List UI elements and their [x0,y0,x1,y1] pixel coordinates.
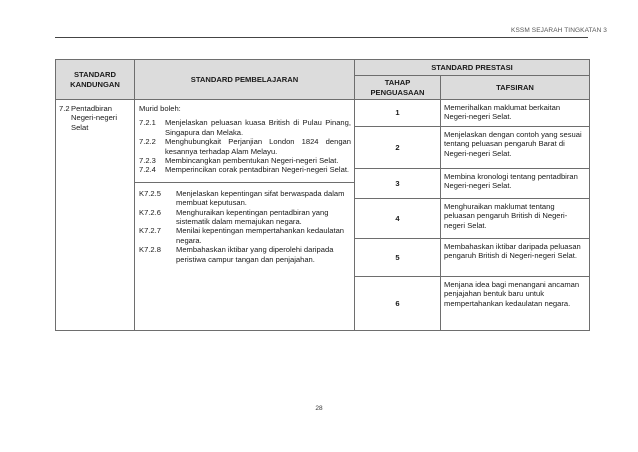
sp-k-item [139,226,351,245]
tafsiran-cell: Membina kronologi tentang pentadbiran Negeri-negeri Selat. [441,169,590,199]
tahap-cell: 6 [355,277,441,331]
sp-item-text: Menghubungkait Perjanjian London 1824 dengan kesannya terhadap Alam Melayu. [165,137,351,156]
header-standard-pembelajaran: STANDARD PEMBELAJARAN [135,60,355,100]
tahap-cell: 4 [355,199,441,239]
document-header-title: KSSM SEJARAH TINGKATAN 3 [511,27,607,34]
sk-title-line1: Pentadbiran [71,104,112,113]
standard-pembelajaran-cell [135,100,355,331]
curriculum-table [55,59,590,331]
sk-title-line2: Negeri-negeri [71,113,118,123]
sp-k-item-text: Membahaskan iktibar yang diperolehi daripada peristiwa campur tangan dan penjajahan. [176,245,334,264]
standard-kandungan-cell [56,100,135,331]
sk-title-line3: Selat [71,122,89,132]
tahap-cell: 1 [355,100,441,127]
sp-item-code: 7.2.3 [139,156,156,166]
sp-k-item-code: K7.2.8 [139,245,161,255]
tafsiran-cell: Menjelaskan dengan contoh yang sesuai tentang peluasan pengaruh Barat di Negeri-negeri Selat. [441,127,590,169]
tafsiran-cell: Menjana idea bagi menangani ancaman penjajahan bentuk baru untuk mempertahankan kedaulatan negara. [441,277,590,331]
tafsiran-cell: Menghuraikan maklumat tentang peluasan pengaruh British di Negeri-negeri Selat. [441,199,590,239]
sp-item-code: 7.2.4 [139,165,156,175]
sp-k-item [139,189,351,208]
sp-intro: Murid boleh: [139,104,181,113]
header-divider [55,37,588,38]
header-standard-kandungan-line2: KANDUNGAN [70,79,120,89]
sp-k-item-code: K7.2.5 [139,188,161,198]
sp-k-item-text: Menghuraikan kepentingan pentadbiran yang sistematik dalam memajukan negara. [176,207,329,227]
sp-item-code: 7.2.1 [139,118,156,128]
tafsiran-cell: Memerihalkan maklumat berkaitan Negeri-negeri Selat. [441,100,590,127]
header-standard-kandungan-line1: STANDARD [73,70,117,80]
sp-item-code: 7.2.2 [139,137,156,147]
tahap-cell: 5 [355,239,441,277]
sp-k-item-text: Menilai kepentingan mempertahankan kedaulatan negara. [176,226,345,245]
sp-item-text: Membincangkan pembentukan Negeri-negeri Selat. [165,156,339,166]
sp-item [139,118,351,137]
header-standard-prestasi: STANDARD PRESTASI [355,60,590,76]
sp-k-item-code: K7.2.7 [139,226,161,236]
sp-k-item-code: K7.2.6 [139,207,161,217]
standard-kandungan-title [71,104,117,132]
header-tahap-line1: TAHAP [384,78,411,88]
header-tafsiran: TAFSIRAN [441,76,590,100]
tahap-cell: 2 [355,127,441,169]
sp-item [139,156,351,165]
sp-item [139,137,351,156]
header-standard-kandungan [56,60,135,100]
tahap-cell: 3 [355,169,441,199]
sp-k-item-text: Menjelaskan kepentingan sifat berwaspada dalam membuat keputusan. [176,188,345,208]
standard-kandungan-code: 7.2 [59,104,70,113]
sp-k-item [139,208,351,227]
page-number: 28 [315,405,323,412]
sp-item-text: Menjelaskan peluasan kuasa British di Pulau Pinang, Singapura dan Melaka. [165,118,351,137]
sp-item [139,165,351,174]
header-tahap-penguasaan [355,76,441,100]
sp-k-item [139,245,351,264]
header-tahap-line2: PENGUASAAN [370,87,425,97]
tafsiran-cell: Membahaskan iktibar daripada peluasan pengaruh British di Negeri-negeri Selat. [441,239,590,277]
sp-item-text: Memperincikan corak pentadbiran Negeri-negeri Selat. [165,165,350,175]
sp-k-items [135,182,354,264]
